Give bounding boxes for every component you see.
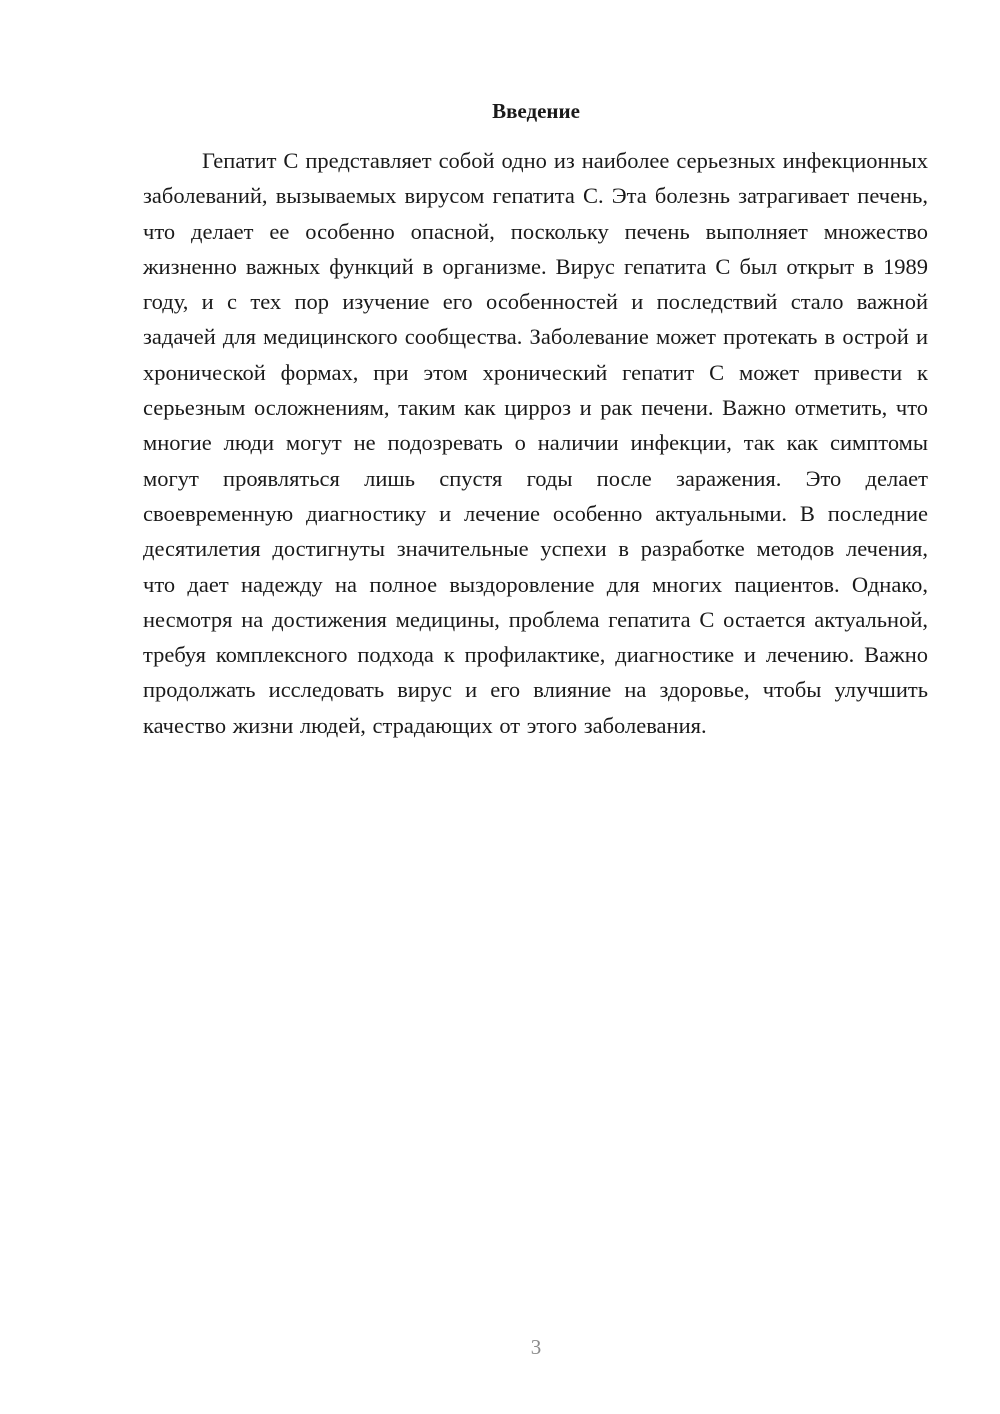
page-number: 3 <box>530 1335 542 1359</box>
section-heading: Введение <box>492 99 580 123</box>
body-paragraph: Гепатит С представляет собой одно из наиболее серьезных инфекционных заболеваний, вызываемых вирусом гепатита С. Эта болезнь затрагивает печень, что делает ее особенно опасной, поскольку печень выполняет множество жизненно важных функций в организме. Вирус гепатита С был открыт в 1989 году, и с тех пор изучение его особенностей и последствий стало важной задачей для медицинского сообщества. Заболевание может протекать в острой и хронической формах, при этом хронический гепатит С может привести к серьезным осложнениям, таким как цирроз и рак печени. Важно отметить, что многие люди могут не подозревать о наличии инфекции, так как симптомы могут проявляться лишь спустя годы после заражения. Это делает своевременную диагностику и лечение особенно актуальными. В последние десятилетия достигнуты значительные успехи в разработке методов лечения, что дает надежду на полное выздоровление для многих пациентов. Однако, несмотря на достижения медицины, проблема гепатита С остается актуальной, требуя комплексного подхода к профилактике, диагностике и лечению. Важно продолжать исследовать вирус и его влияние на здоровье, чтобы улучшить качество жизни людей, страдающих от этого заболевания. <box>143 148 928 738</box>
